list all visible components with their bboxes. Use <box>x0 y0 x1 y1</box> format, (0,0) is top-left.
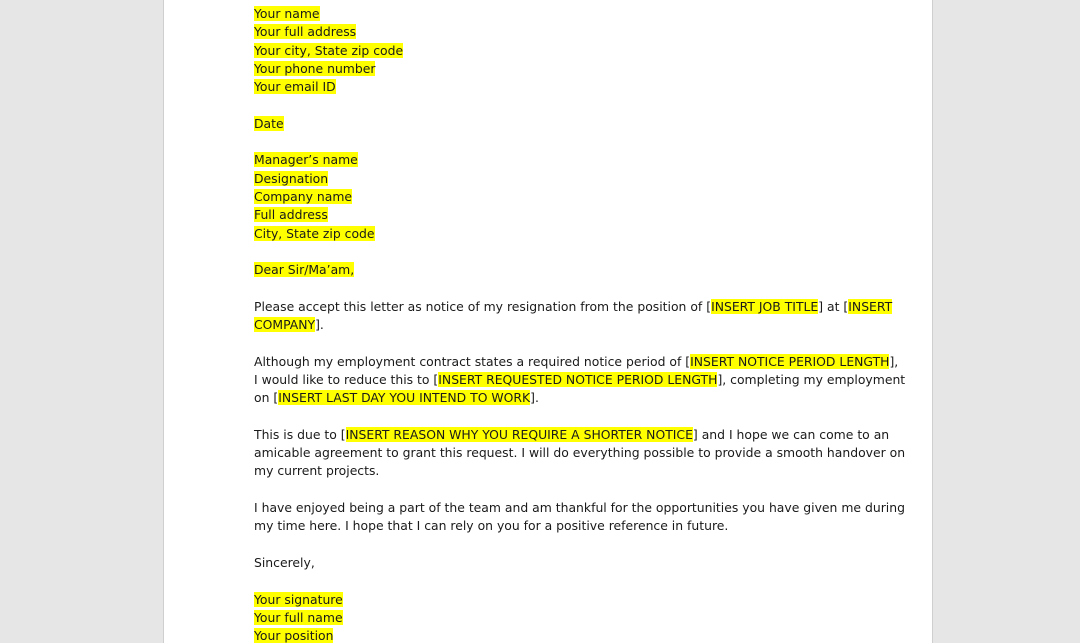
sender-phone: Your phone number <box>254 60 376 76</box>
recipient-company: Company name <box>254 188 353 204</box>
para2-text-1: Although my employment contract states a required notice period of [ <box>254 353 691 369</box>
para1-text-2: ] at [ <box>818 298 849 314</box>
signature-name: Your full name <box>254 609 343 625</box>
paragraph-4 <box>254 499 905 536</box>
para2-text-3: I would like to reduce this to [ <box>254 371 439 387</box>
para4-line-2: my time here. I hope that I can rely on you for a positive reference in future. <box>254 518 729 534</box>
recipient-designation: Designation <box>254 170 329 186</box>
placeholder-company: COMPANY <box>254 317 316 333</box>
placeholder-last-day: INSERT LAST DAY YOU INTEND TO WORK <box>278 390 531 406</box>
closing: Sincerely, <box>254 554 315 570</box>
sender-address: Your full address <box>254 24 357 40</box>
para4-line-1: I have enjoyed being a part of the team and am thankful for the opportunities you have given me during <box>254 500 905 516</box>
para1-text-1: Please accept this letter as notice of my resignation from the position of [ <box>254 298 712 314</box>
date-placeholder: Date <box>254 115 284 131</box>
recipient-address: Full address <box>254 207 328 223</box>
sender-city: Your city, State zip code <box>254 42 404 58</box>
para1-text-3: ]. <box>315 317 324 333</box>
para3-text-1: This is due to [ <box>254 426 346 442</box>
paragraph-2 <box>254 353 906 408</box>
salutation: Dear Sir/Ma’am, <box>254 262 355 278</box>
signature-placeholder: Your signature <box>254 591 343 607</box>
signature-position: Your position <box>254 628 334 643</box>
sender-name: Your name <box>254 6 320 21</box>
paragraph-1 <box>254 298 893 335</box>
signature-block <box>254 591 854 643</box>
placeholder-insert: INSERT <box>848 298 893 314</box>
placeholder-reason: INSERT REASON WHY YOU REQUIRE A SHORTER NOTICE <box>345 426 693 442</box>
para2-text-6: ]. <box>530 390 539 406</box>
recipient-city: City, State zip code <box>254 225 375 241</box>
sender-block <box>254 5 854 96</box>
para2-text-5: on [ <box>254 390 279 406</box>
para3-line-3: my current projects. <box>254 463 380 479</box>
para2-text-4: ], completing my employment <box>717 371 906 387</box>
para3-line-2: amicable agreement to grant this request. I will do everything possible to provide a smooth handover on <box>254 445 906 461</box>
para2-text-2: ], <box>889 353 899 369</box>
para3-text-2: ] and I hope we can come to an <box>692 426 890 442</box>
recipient-block <box>254 151 854 242</box>
placeholder-requested-notice: INSERT REQUESTED NOTICE PERIOD LENGTH <box>438 371 718 387</box>
document-page <box>163 0 933 643</box>
letter-body <box>254 5 906 643</box>
paragraph-3 <box>254 426 906 481</box>
placeholder-job-title: INSERT JOB TITLE <box>711 298 819 314</box>
recipient-manager: Manager’s name <box>254 152 358 168</box>
sender-email: Your email ID <box>254 79 336 95</box>
placeholder-notice-period: INSERT NOTICE PERIOD LENGTH <box>690 353 890 369</box>
